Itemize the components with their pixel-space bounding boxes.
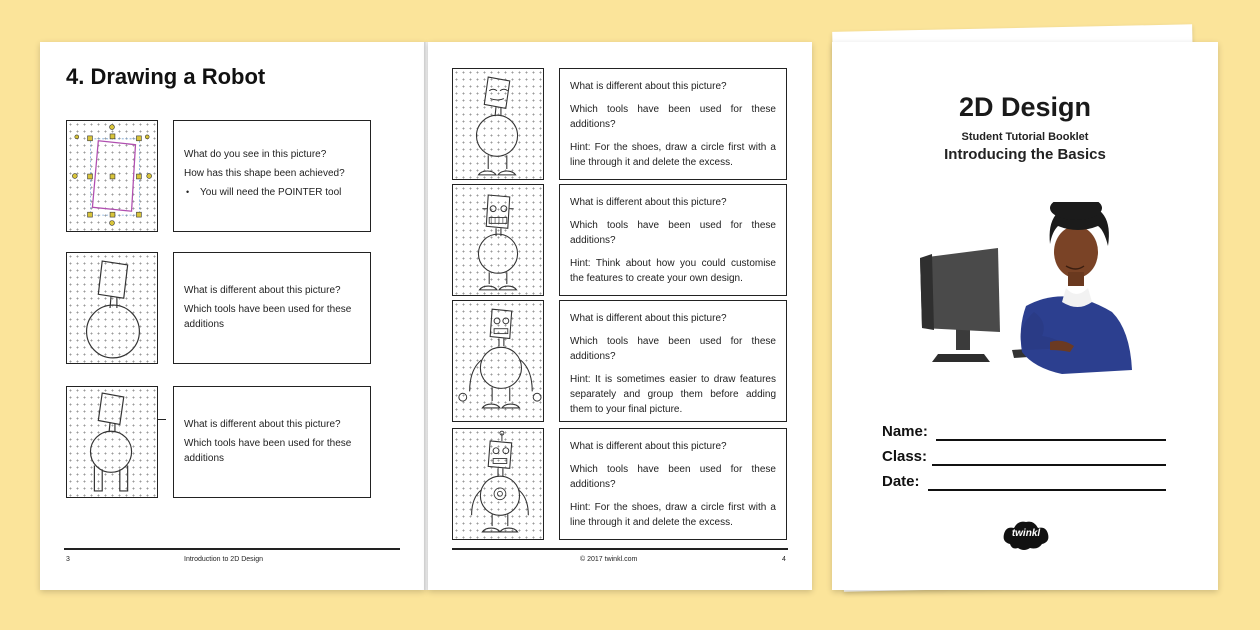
robot-picture-7 (452, 428, 544, 540)
question-text: What is different about this picture? (570, 313, 727, 324)
question-box-7 (559, 428, 787, 540)
bullet-point: • You will need the POINTER tool (184, 185, 360, 200)
question-box-6 (559, 300, 787, 422)
question-box-4 (559, 68, 787, 180)
question-text: What do you see in this picture? (184, 149, 327, 160)
tools-question: Which tools have been used for these additions? (570, 464, 776, 490)
question-text: How has this shape been achieved? (184, 168, 345, 179)
booklet-cover (832, 42, 1218, 590)
question-text: Which tools have been used for these additions (184, 438, 352, 464)
question-text: What is different about this picture? (184, 285, 341, 296)
date-line (928, 489, 1166, 491)
question-box-2 (173, 252, 371, 364)
tools-question: Which tools have been used for these additions? (570, 220, 776, 246)
left-page (40, 42, 425, 590)
page-number: 3 (66, 556, 70, 563)
robot-picture-1 (66, 120, 158, 232)
robot-with-legs-drawing (67, 387, 157, 497)
tools-question: Which tools have been used for these additions? (570, 336, 776, 362)
robot-head-body-drawing (67, 253, 157, 363)
tools-question: Which tools have been used for these additions? (570, 104, 776, 130)
copyright-text: © 2017 twinkl.com (580, 556, 638, 563)
robot-picture-6 (452, 300, 544, 422)
twinkl-logo: twinkl (1002, 520, 1050, 550)
name-line (936, 439, 1166, 441)
question-box-5 (559, 184, 787, 296)
cover-subtitle-2: Introducing the Basics (944, 146, 1106, 163)
question-text: What is different about this picture? (570, 81, 727, 92)
question-text: What is different about this picture? (570, 197, 727, 208)
robot-picture-4 (452, 68, 544, 180)
robot-picture-2 (66, 252, 158, 364)
hint-text: Hint: Think about how you could customise the features to create your own design. (570, 258, 776, 284)
question-box-3 (173, 386, 371, 498)
footer-rule (452, 548, 788, 550)
class-line (932, 464, 1166, 466)
question-box-1 (173, 120, 371, 232)
question-text: What is different about this picture? (570, 441, 727, 452)
class-label: Class: (882, 448, 928, 465)
robot-with-features-drawing (453, 185, 543, 295)
page-number: 4 (782, 556, 786, 563)
cover-subtitle: Student Tutorial Booklet (961, 131, 1089, 143)
robot-with-antenna-drawing (453, 429, 543, 539)
footer-title: Introduction to 2D Design (184, 556, 263, 563)
robot-with-shoes-drawing (453, 69, 543, 179)
robot-picture-5 (452, 184, 544, 296)
footer-rule (64, 548, 400, 550)
hint-text: Hint: For the shoes, draw a circle first with a line through it and delete the excess. (570, 502, 776, 528)
connector-tick (158, 419, 166, 420)
cover-title: 2D Design (958, 92, 1092, 122)
date-label: Date: (882, 473, 920, 490)
robot-with-arms-drawing (453, 301, 543, 421)
robot-picture-3 (66, 386, 158, 498)
name-label: Name: (882, 423, 928, 440)
right-page (428, 42, 812, 590)
hint-text: Hint: For the shoes, draw a circle first with a line through it and delete the excess. (570, 142, 776, 168)
question-text: What is different about this picture? (184, 419, 341, 430)
question-text: Which tools have been used for these additions (184, 304, 352, 330)
selected-rectangle-drawing (67, 121, 157, 231)
page-title: 4. Drawing a Robot (66, 64, 266, 89)
student-at-computer-illustration (916, 202, 1138, 384)
hint-text: Hint: It is sometimes easier to draw features separately and group them before adding them to your final picture. (570, 374, 776, 415)
